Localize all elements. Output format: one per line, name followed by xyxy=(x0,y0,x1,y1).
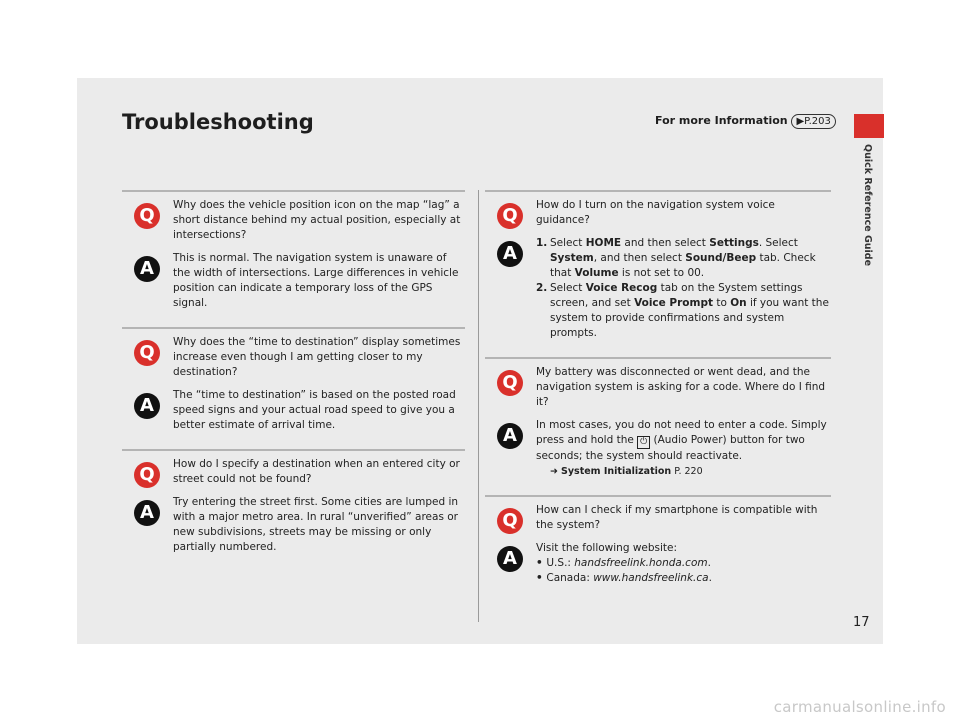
step-2: 2. Select Voice Recog tab on the System settings screen, and set Voice Prompt to On if you want the system to provide confirmations and system prompts. xyxy=(536,282,829,339)
question-icon: Q xyxy=(134,340,160,366)
answer-icon: A xyxy=(134,393,160,419)
question-icon: Q xyxy=(497,508,523,534)
question-row xyxy=(485,365,831,410)
qa-block xyxy=(122,449,465,571)
website-canada: • Canada: www.handsfreelink.ca. xyxy=(536,571,831,586)
question-row xyxy=(122,335,465,380)
question-icon: Q xyxy=(134,203,160,229)
qa-block xyxy=(122,327,465,449)
question-text: How can I check if my smartphone is compatible with the system? xyxy=(536,504,818,531)
step-number: 2. xyxy=(536,282,548,294)
home-label: HOME xyxy=(585,237,622,249)
answer-text: In most cases, you do not need to enter a code. Simply press and hold the ⏻ (Audio Power) button for two seconds; the system should reactivate. ➜ System Initialization P. 220 xyxy=(536,418,831,479)
answer-text: Try entering the street first. Some cities are lumped in with a major metro area. In rural “unverified” areas or new subdivisions, streets may be missing or only partially numbered. xyxy=(173,496,459,553)
answer-text: The “time to destination” is based on the posted road speed signs and your actual road speed to give you a better estimate of arrival time. xyxy=(173,389,456,431)
volume-label: Volume xyxy=(574,267,619,279)
settings-label: Settings xyxy=(709,237,759,249)
answer-row xyxy=(122,251,465,311)
answer-row xyxy=(122,495,465,555)
side-tab-label: Quick Reference Guide xyxy=(862,144,873,267)
watermark: carmanualsonline.info xyxy=(773,698,946,716)
website-us: • U.S.: handsfreelink.honda.com. xyxy=(536,556,831,571)
xref-title: System Initialization xyxy=(561,466,672,477)
question-icon: Q xyxy=(497,203,523,229)
answer-icon: A xyxy=(497,423,523,449)
question-row xyxy=(122,457,465,487)
question-icon: Q xyxy=(497,370,523,396)
step-number: 1. xyxy=(536,237,548,249)
voice-prompt-label: Voice Prompt xyxy=(634,297,713,309)
question-icon: Q xyxy=(134,462,160,488)
question-row xyxy=(122,198,465,243)
on-label: On xyxy=(730,297,747,309)
website-canada-link[interactable]: www.handsfreelink.ca xyxy=(593,572,709,584)
voice-recog-label: Voice Recog xyxy=(585,282,658,294)
website-list xyxy=(536,556,831,586)
section-tab-marker xyxy=(854,114,884,138)
right-column xyxy=(485,190,831,602)
xref-page: P. 220 xyxy=(674,466,703,477)
answer-icon: A xyxy=(497,546,523,572)
column-divider xyxy=(478,190,479,622)
answer-icon: A xyxy=(134,256,160,282)
more-info-label: For more Information xyxy=(655,114,788,127)
question-text: Why does the vehicle position icon on the map “lag” a short distance behind my actual position, especially at intersections? xyxy=(173,199,461,241)
answer-icon: A xyxy=(497,241,523,267)
more-info-reference xyxy=(655,114,836,129)
question-text: How do I turn on the navigation system voice guidance? xyxy=(536,199,775,226)
left-column xyxy=(122,190,465,571)
answer-row xyxy=(485,541,831,586)
answer-text xyxy=(536,541,831,586)
answer-text: This is normal. The navigation system is unaware of the width of intersections. Large differences in vehicle position can indicate a temporary loss of the GPS signal. xyxy=(173,252,459,309)
answer-row xyxy=(485,236,831,341)
answer-intro: Visit the following website: xyxy=(536,542,678,554)
xref-arrow-icon: ➜ xyxy=(550,466,558,477)
page-number: 17 xyxy=(853,615,870,630)
sound-beep-label: Sound/Beep xyxy=(685,252,757,264)
qa-block xyxy=(485,357,831,495)
step-1: 1. Select HOME and then select Settings. Select System, and then select Sound/Beep tab. Check that Volume is not set to 00. xyxy=(536,237,816,279)
answer-row xyxy=(485,418,831,479)
question-row xyxy=(485,503,831,533)
question-text: My battery was disconnected or went dead, and the navigation system is asking for a code. Where do I find it? xyxy=(536,366,826,408)
answer-steps xyxy=(536,236,831,341)
answer-icon: A xyxy=(134,500,160,526)
qa-block xyxy=(122,190,465,327)
page-title: Troubleshooting xyxy=(122,110,314,134)
question-row xyxy=(485,198,831,228)
qa-block xyxy=(485,495,831,602)
power-icon: ⏻ xyxy=(637,436,650,449)
side-tab xyxy=(854,144,884,267)
cross-reference[interactable] xyxy=(536,464,831,479)
question-text: How do I specify a destination when an entered city or street could not be found? xyxy=(173,458,460,485)
system-label: System xyxy=(550,252,594,264)
qa-block xyxy=(485,190,831,357)
answer-row xyxy=(122,388,465,433)
question-text: Why does the “time to destination” display sometimes increase even though I am getting closer to my destination? xyxy=(173,336,461,378)
website-us-link[interactable]: handsfreelink.honda.com xyxy=(574,557,708,569)
more-info-page-link[interactable]: ▶P.203 xyxy=(791,114,835,129)
